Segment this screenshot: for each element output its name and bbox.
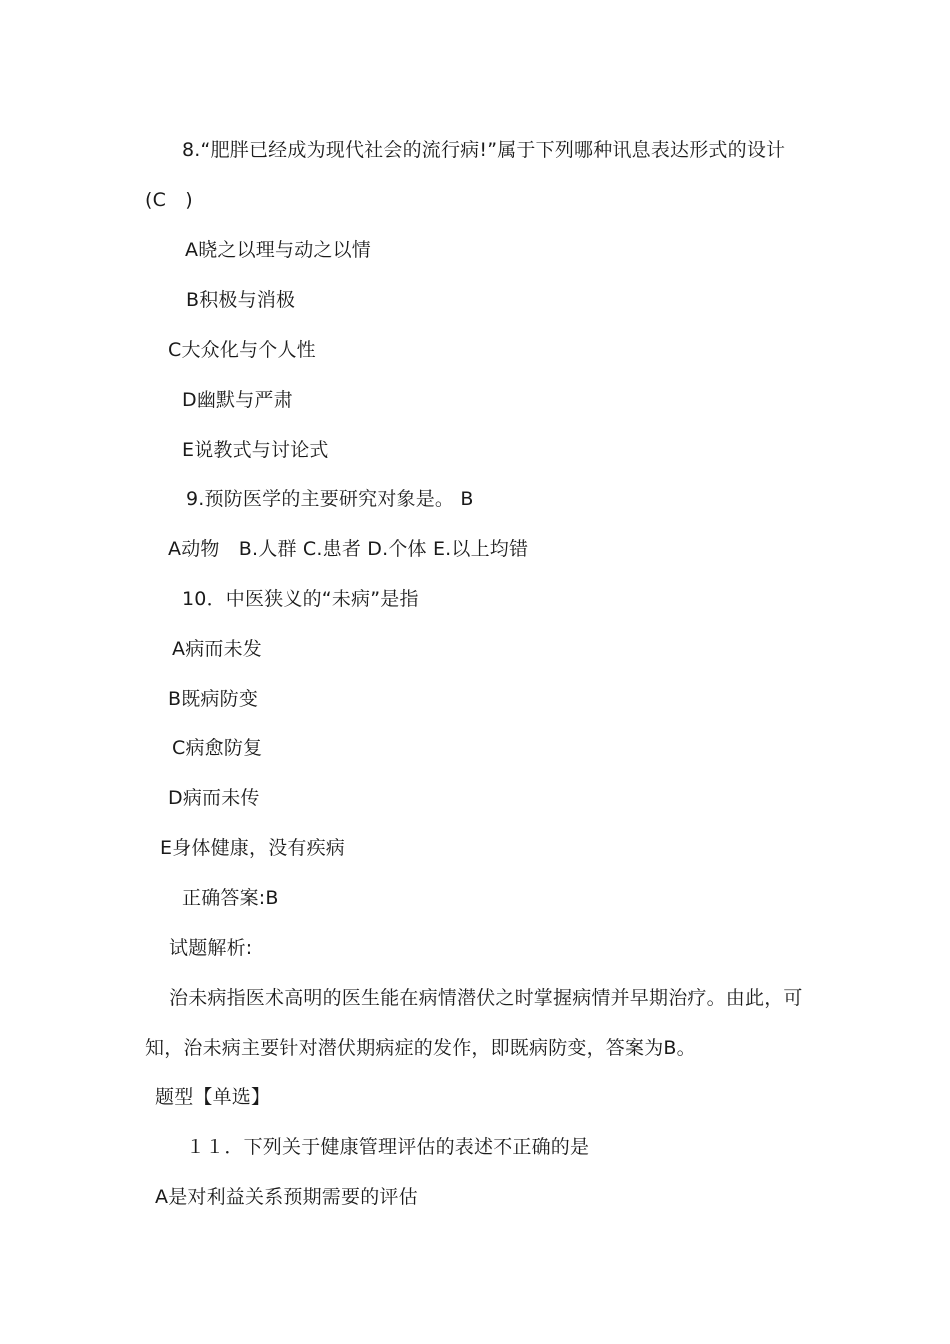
question-9-stem: 9.预防医学的主要研究对象是。 B	[186, 488, 474, 510]
explanation-heading: 试题解析:	[169, 937, 253, 959]
question-10-option-d: D病而未传	[168, 787, 260, 809]
question-11-stem: １１．下列关于健康管理评估的表述不正确的是	[186, 1136, 590, 1158]
explanation-text-line-2: 知，治未病主要针对潜伏期病症的发作，即既病防变，答案为B。	[145, 1037, 696, 1059]
question-11-option-a: A是对利益关系预期需要的评估	[155, 1186, 418, 1208]
question-8-option-e: E说教式与讨论式	[182, 439, 329, 461]
question-8-answer-bracket: (C )	[145, 189, 193, 211]
question-10-option-b: B既病防变	[168, 688, 259, 710]
question-8-option-a: A晓之以理与动之以情	[185, 239, 371, 261]
question-8-option-b: B积极与消极	[186, 289, 296, 311]
question-8-option-c: C大众化与个人性	[168, 339, 316, 361]
question-type-label: 题型【单选】	[155, 1086, 271, 1108]
question-10-stem: 10．中医狭义的“未病”是指	[182, 588, 419, 610]
question-10-option-c: C病愈防复	[172, 737, 263, 759]
explanation-text-line-1: 治未病指医术高明的医生能在病情潜伏之时掌握病情并早期治疗。由此，可	[169, 987, 803, 1009]
question-10-option-a: A病而未发	[172, 638, 262, 660]
question-8-option-d: D幽默与严肃	[182, 389, 293, 411]
question-10-option-e: E身体健康，没有疾病	[160, 837, 346, 859]
question-8-stem: 8.“肥胖已经成为现代社会的流行病!”属于下列哪种讯息表达形式的设计	[182, 139, 786, 161]
correct-answer: 正确答案:B	[182, 887, 279, 909]
question-9-options: A动物 B.人群 C.患者 D.个体 E.以上均错	[168, 538, 529, 560]
